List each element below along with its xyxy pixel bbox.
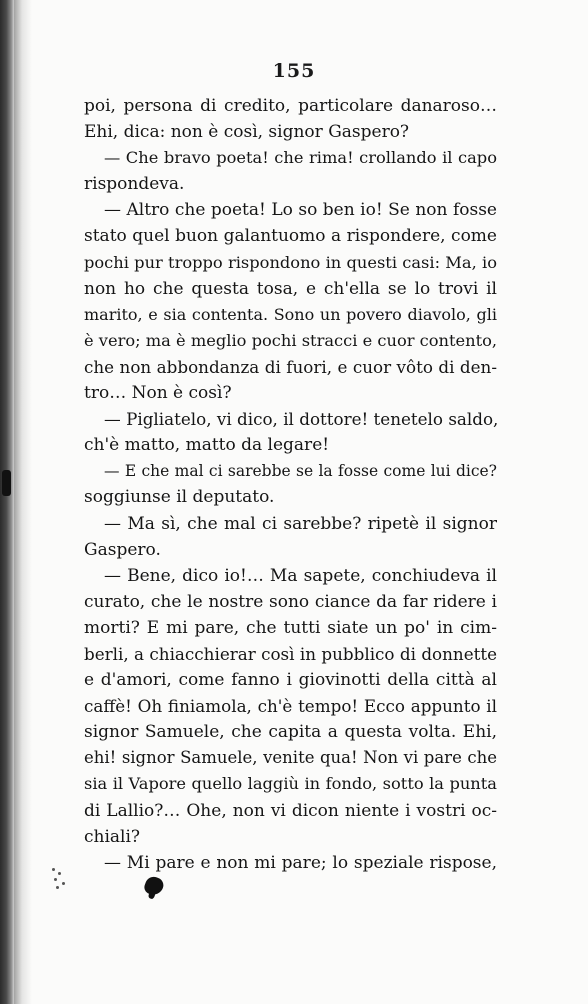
text-line: — E che mal ci sarebbe se la fosse come lui dice? xyxy=(104,462,497,481)
body-text xyxy=(84,93,497,876)
text-line: caffè! Oh finiamola, ch'è tempo! Ecco appunto il xyxy=(84,696,497,717)
text-line: tro… Non è così? xyxy=(84,383,232,404)
text-line: non ho che questa tosa, e ch'ella se lo trovi il xyxy=(84,278,497,299)
text-line: curato, che le nostre sono ciance da far ridere i xyxy=(84,591,497,612)
text-line: — Bene, dico io!… Ma sapete, conchiudeva il xyxy=(104,565,497,586)
gutter-shadow xyxy=(14,0,32,1004)
text-line: che non abbondanza di fuori, e cuor vôto di den- xyxy=(84,356,497,377)
text-line: poi, persona di credito, particolare danaroso… xyxy=(84,96,497,116)
text-line: Ehi, dica: non è così, signor Gaspero? xyxy=(84,122,410,143)
text-line: berli, a chiacchierar così in pubblico di donnette xyxy=(84,643,497,664)
text-line: e d'amori, come fanno i giovinotti della città al xyxy=(84,670,497,691)
text-line: — Ma sì, che mal ci sarebbe? ripetè il signor xyxy=(104,513,497,534)
text-line: rispondeva. xyxy=(84,174,185,195)
ink-speckle xyxy=(50,866,68,890)
text-line: stato quel buon galantuomo a rispondere, come xyxy=(84,226,497,247)
text-line: di Lallio?… Ohe, non vi dicon niente i vostri oc- xyxy=(84,800,497,821)
text-line: signor Samuele, che capita a questa volta. Ehi, xyxy=(84,722,497,743)
text-line: soggiunse il deputato. xyxy=(84,487,275,508)
text-line: sia il Vapore quello laggiù in fondo, sotto la punta xyxy=(84,774,497,794)
text-line: — Mi pare e non mi pare; lo speziale rispose, xyxy=(104,852,497,873)
text-line: — Pigliatelo, vi dico, il dottore! tenetelo saldo, xyxy=(104,409,499,430)
text-line: — Che bravo poeta! che rima! crollando il capo xyxy=(104,148,497,168)
text-line: marito, e sia contenta. Sono un povero diavolo, gli xyxy=(84,304,497,324)
page-number: 155 xyxy=(272,60,316,82)
ink-blot xyxy=(142,874,165,897)
spine-ink-mark xyxy=(2,470,11,496)
text-line: pochi pur troppo rispondono in questi casi: Ma, io xyxy=(84,252,497,272)
text-line: morti? E mi pare, che tutti siate un po' in cim- xyxy=(84,617,497,638)
book-spine-shadow xyxy=(0,0,14,1004)
text-line: è vero; ma è meglio pochi stracci e cuor contento, xyxy=(84,330,498,350)
text-line: Gaspero. xyxy=(84,539,161,560)
text-line: ch'è matto, matto da legare! xyxy=(84,435,330,456)
text-line: chiali? xyxy=(84,826,141,847)
text-line: ehi! signor Samuele, venite qua! Non vi pare che xyxy=(84,748,497,768)
text-line: — Altro che poeta! Lo so ben io! Se non fosse xyxy=(104,200,497,221)
